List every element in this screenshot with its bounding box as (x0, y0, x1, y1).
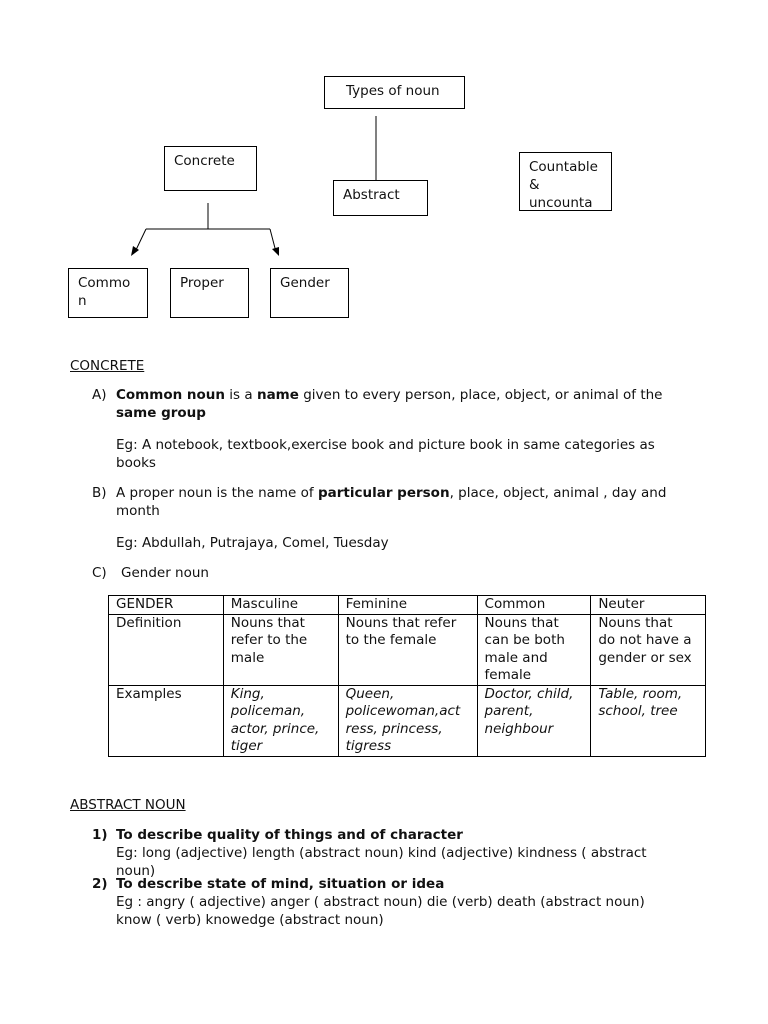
cell-line: school, tree (598, 703, 678, 719)
cell-line: Table, room, (598, 685, 683, 702)
item-a-marker: A) (92, 387, 107, 403)
item-1-block (116, 826, 716, 880)
table-cell (477, 614, 591, 685)
cell-line: Nouns that (230, 614, 305, 631)
table-cell (223, 614, 338, 685)
cell-line: tigress (345, 738, 392, 754)
common-noun-term: Common noun (116, 387, 226, 403)
row-label-definition: Definition (109, 614, 224, 685)
item-1-title: To describe quality of things and of character (116, 827, 463, 843)
item-b-text-2: , place, object, animal , day and (449, 485, 667, 501)
arrow-right-icon (272, 247, 279, 256)
item-2-example-line-2: know ( verb) knowedge (abstract noun) (116, 912, 384, 928)
item-2-marker: 2) (92, 876, 108, 892)
item-2-title: To describe state of mind, situation or idea (116, 876, 445, 892)
cell-line: female (484, 667, 532, 683)
item-1-marker: 1) (92, 827, 108, 843)
cell-line: tiger (230, 738, 263, 754)
diagram-abstract-box (333, 180, 428, 216)
item-2-block (116, 875, 716, 929)
item-a-example-line-2: books (116, 455, 156, 471)
cell-line: do not have a (598, 632, 692, 648)
item-1-example-line-1: Eg: long (adjective) length (abstract noun) kind (adjective) kindness ( abstract (116, 845, 647, 861)
name-term: name (256, 387, 299, 403)
cell-line: male and (484, 649, 548, 666)
cell-line: can be both (484, 632, 565, 648)
item-a-text-1: is a (225, 387, 257, 403)
item-a-text (116, 386, 716, 422)
diagram-countable-line-1: Countable (529, 159, 598, 175)
table-cell (591, 614, 706, 685)
cell-line: parent, (484, 703, 534, 719)
arrow-left-icon (131, 246, 139, 256)
gender-table (108, 595, 706, 757)
diagram-root-box (324, 76, 465, 109)
cell-line: ress, princess, (345, 720, 443, 737)
item-a-example-line-1: Eg: A notebook, textbook,exercise book and picture book in same categories as (116, 437, 655, 453)
cell-line: actor, prince, (230, 720, 320, 737)
diagram-countable-box (519, 152, 612, 211)
diagram-abstract-label: Abstract (343, 187, 400, 203)
table-header-cell: Neuter (591, 596, 706, 615)
table-header-cell: Masculine (223, 596, 338, 615)
same-group-term: same group (116, 405, 206, 421)
diagram-root-label: Types of noun (346, 83, 440, 99)
table-cell (338, 685, 477, 756)
cell-line: male (230, 649, 265, 666)
diagram-gender-box (270, 268, 349, 318)
item-b-text-3: month (116, 503, 160, 519)
diagram-common-line-2: n (78, 293, 87, 309)
item-b-text (116, 484, 716, 520)
diagram-proper-label: Proper (180, 275, 224, 291)
table-row-examples (109, 685, 706, 756)
table-cell (591, 685, 706, 756)
diagram-proper-box (170, 268, 249, 318)
cell-line: neighbour (484, 720, 554, 737)
item-c-marker: C) (92, 565, 107, 581)
table-row-definition (109, 614, 706, 685)
cell-line: to the female (345, 632, 437, 648)
item-b-marker: B) (92, 485, 107, 501)
particular-person-term: particular person (317, 485, 450, 501)
cell-line: policewoman,act (345, 703, 461, 719)
cell-line: Nouns that refer (345, 614, 457, 631)
cell-line: Queen, (345, 685, 395, 702)
cell-line: refer to the (230, 632, 308, 648)
item-1-example-line-2: noun) (116, 863, 156, 879)
cell-line: Nouns that (598, 614, 673, 631)
table-header-cell: GENDER (109, 596, 224, 615)
diagram-concrete-label: Concrete (174, 153, 235, 169)
cell-line: gender or sex (598, 649, 692, 666)
diagram-countable-line-3: uncounta (529, 195, 593, 211)
item-2-example-line-1: Eg : angry ( adjective) anger ( abstract noun) die (verb) death (abstract noun) (116, 894, 645, 910)
diagram-concrete-box (164, 146, 257, 191)
row-label-examples: Examples (109, 685, 224, 756)
cell-line: Doctor, child, (484, 685, 574, 702)
cell-line: policeman, (230, 703, 306, 719)
item-c-text: Gender noun (121, 565, 209, 581)
table-header-cell: Common (477, 596, 591, 615)
concrete-heading: CONCRETE (70, 358, 145, 374)
diagram-common-line-1: Commo (78, 275, 131, 291)
diagram-gender-label: Gender (280, 275, 330, 291)
item-a-example (116, 436, 716, 472)
diagram-common-box (68, 268, 148, 318)
cell-line: King, (230, 685, 265, 702)
item-b-example: Eg: Abdullah, Putrajaya, Comel, Tuesday (116, 535, 389, 551)
table-cell (477, 685, 591, 756)
table-header-cell: Feminine (338, 596, 477, 615)
table-cell (223, 685, 338, 756)
abstract-heading: ABSTRACT NOUN (70, 797, 186, 813)
table-cell (338, 614, 477, 685)
item-b-text-1: A proper noun is the name of (116, 485, 318, 501)
table-header-row (109, 596, 706, 615)
cell-line: Nouns that (484, 614, 559, 631)
item-a-text-2: given to every person, place, object, or animal of the (298, 387, 663, 403)
diagram-countable-line-2: & (529, 177, 540, 193)
